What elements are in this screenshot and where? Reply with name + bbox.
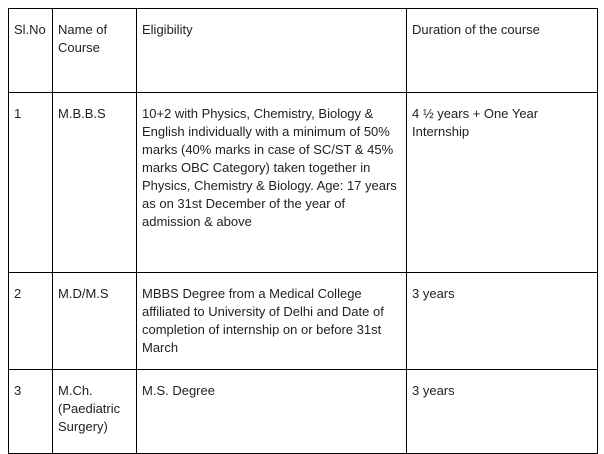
header-course-name (53, 9, 137, 93)
table-row (9, 370, 598, 454)
header-eligibility-text: Eligibility (142, 22, 193, 37)
header-sl-no (9, 9, 53, 93)
table-row (9, 273, 598, 370)
table-row (9, 93, 598, 273)
table-header-row (9, 9, 598, 93)
cell-duration (407, 273, 598, 370)
duration-text: 3 years (412, 383, 455, 398)
header-course-name-text: Name of Course (58, 22, 108, 55)
cell-duration (407, 370, 598, 454)
sl-no-text: 1 (14, 106, 22, 121)
duration-text: 4 ½ years + One Year Internship (412, 106, 539, 139)
cell-duration (407, 93, 598, 273)
cell-eligibility (137, 370, 407, 454)
cell-sl-no (9, 93, 53, 273)
cell-sl-no (9, 273, 53, 370)
cell-sl-no (9, 370, 53, 454)
duration-text: 3 years (412, 286, 455, 301)
course-text: M.B.B.S (58, 106, 106, 121)
header-duration (407, 9, 598, 93)
cell-course (53, 273, 137, 370)
course-eligibility-table (8, 8, 598, 454)
cell-course (53, 93, 137, 273)
header-sl-no-text: Sl.No (14, 22, 46, 37)
header-duration-text: Duration of the course (412, 22, 540, 37)
sl-no-text: 2 (14, 286, 22, 301)
eligibility-text: M.S. Degree (142, 383, 215, 398)
eligibility-text: MBBS Degree from a Medical College affiliated to University of Delhi and Date of completion of internship on or before 31st March (142, 286, 384, 355)
sl-no-text: 3 (14, 383, 22, 398)
course-text: M.D/M.S (58, 286, 109, 301)
cell-course (53, 370, 137, 454)
eligibility-text: 10+2 with Physics, Chemistry, Biology & English individually with a minimum of 50% marks (40% marks in case of SC/ST & 45% marks OBC Category) taken together in Physics, Chemistry & Biology. Age: 17 years as on 31st December of the year of admission & above (142, 106, 397, 229)
cell-eligibility (137, 273, 407, 370)
course-text: M.Ch. (Paediatric Surgery) (58, 383, 121, 434)
cell-eligibility (137, 93, 407, 273)
header-eligibility (137, 9, 407, 93)
